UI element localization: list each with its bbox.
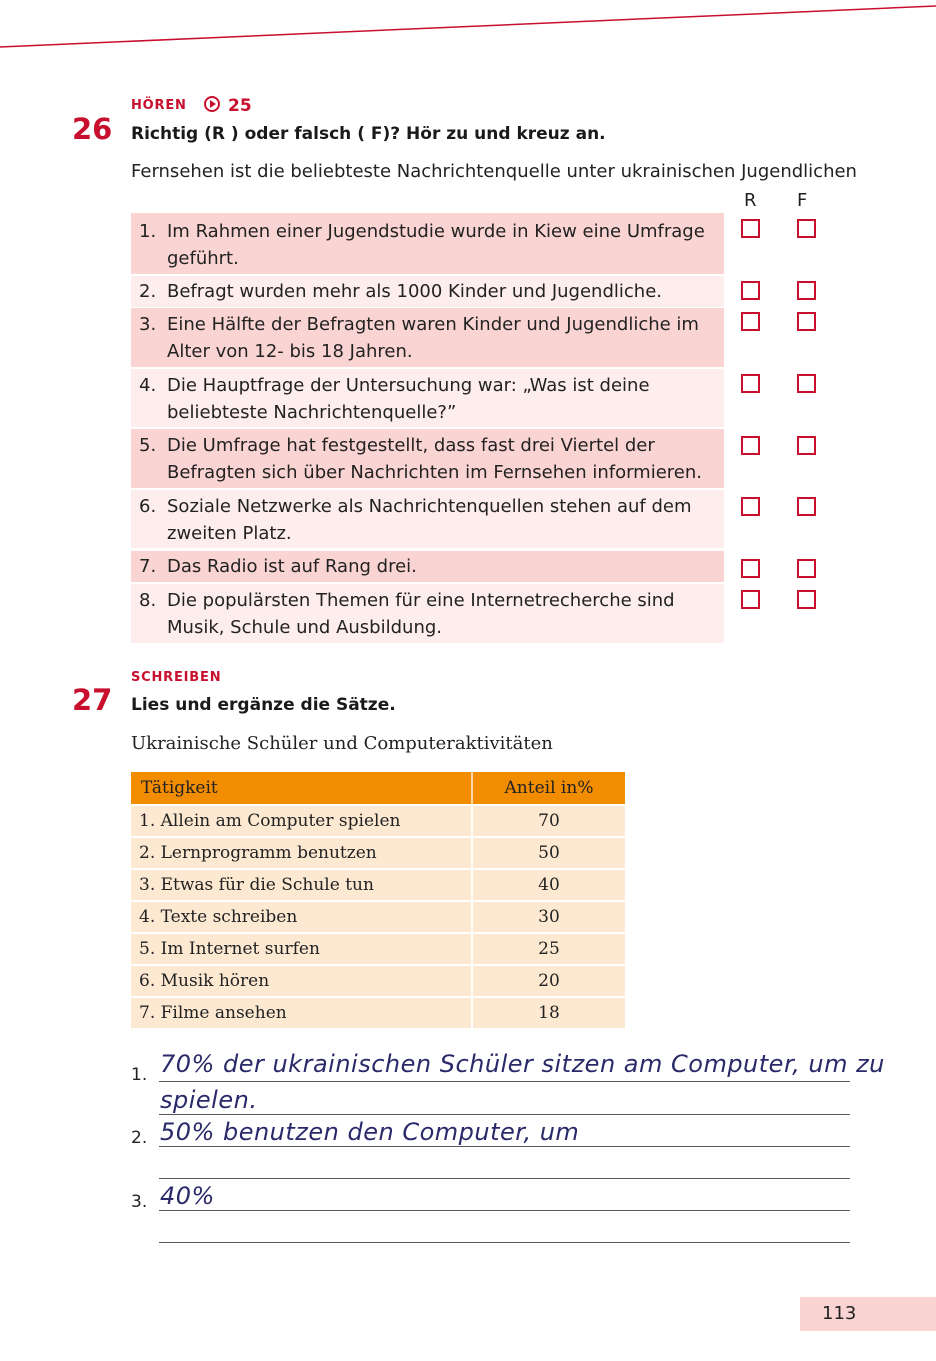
statement-row	[131, 213, 724, 274]
statement-text: Eine Hälfte der Befragten waren Kinder und Jugendliche im Alter von 12- bis 18 Jahren.	[167, 314, 699, 362]
share-cell: 70	[473, 804, 625, 836]
statement-text: Die populärsten Themen für eine Internetrecherche sind Musik, Schule und Ausbildung.	[167, 590, 675, 638]
statement-row	[131, 369, 724, 427]
handwritten-answer: 40%	[160, 1182, 215, 1210]
table-row	[131, 804, 625, 836]
statement-number: 8.	[139, 590, 157, 611]
answer-line[interactable]	[159, 1178, 850, 1179]
handwritten-answer: 50% benutzen den Computer, um	[160, 1118, 580, 1146]
exercise-26-instruction: Richtig (R ) oder falsch ( F)? Hör zu und kreuz an.	[131, 124, 606, 144]
statement-number: 5.	[139, 435, 157, 456]
checkbox-f-2[interactable]	[797, 281, 816, 300]
checkbox-r-5[interactable]	[741, 436, 760, 455]
table-header-row	[131, 772, 625, 804]
column-header-activity: Tätigkeit	[131, 772, 473, 804]
checkbox-r-7[interactable]	[741, 559, 760, 578]
statement-number: 2.	[139, 281, 157, 302]
checkbox-f-3[interactable]	[797, 312, 816, 331]
answer-line[interactable]	[159, 1114, 850, 1115]
checkbox-f-6[interactable]	[797, 497, 816, 516]
statement-text: Im Rahmen einer Jugendstudie wurde in Kiew eine Umfrage geführt.	[167, 221, 705, 269]
statement-text: Die Hauptfrage der Untersuchung war: „Was ist deine beliebteste Nachrichtenquelle?”	[167, 375, 650, 423]
activity-cell: 7. Filme ansehen	[131, 996, 473, 1028]
statement-row	[131, 308, 724, 367]
play-circle-icon[interactable]	[204, 96, 220, 112]
share-cell: 25	[473, 932, 625, 964]
checkbox-r-8[interactable]	[741, 590, 760, 609]
checkbox-f-4[interactable]	[797, 374, 816, 393]
answer-number: 1.	[131, 1065, 148, 1085]
table-row	[131, 996, 625, 1028]
checkbox-f-5[interactable]	[797, 436, 816, 455]
column-header-share: Anteil in%	[473, 772, 625, 804]
statement-number: 1.	[139, 221, 157, 242]
table-row	[131, 868, 625, 900]
answer-line[interactable]	[159, 1081, 850, 1082]
share-cell: 20	[473, 964, 625, 996]
exercise-27-lead: Ukrainische Schüler und Computeraktivitäten	[131, 733, 553, 754]
checkbox-r-6[interactable]	[741, 497, 760, 516]
statement-number: 4.	[139, 375, 157, 396]
checkbox-r-4[interactable]	[741, 374, 760, 393]
statement-row	[131, 584, 724, 643]
exercise-26-lead: Fernsehen ist die beliebteste Nachrichtenquelle unter ukrainischen Jugendlichen	[131, 161, 857, 182]
answer-number: 2.	[131, 1128, 148, 1148]
share-cell: 18	[473, 996, 625, 1028]
column-header-falsch: F	[797, 190, 808, 211]
activity-cell: 3. Etwas für die Schule tun	[131, 868, 473, 900]
statement-text: Die Umfrage hat festgestellt, dass fast drei Viertel der Befragten sich über Nachrichten im Fernsehen informieren.	[167, 435, 702, 483]
page-number: 113	[822, 1303, 857, 1324]
answer-line[interactable]	[159, 1210, 850, 1211]
statement-number: 6.	[139, 496, 157, 517]
exercise-number-26: 26	[72, 112, 113, 146]
checkbox-f-1[interactable]	[797, 219, 816, 238]
header-rule	[0, 0, 936, 60]
share-cell: 50	[473, 836, 625, 868]
activity-table	[131, 772, 625, 1028]
checkbox-r-3[interactable]	[741, 312, 760, 331]
track-number: 25	[228, 96, 252, 116]
checkbox-f-7[interactable]	[797, 559, 816, 578]
table-row	[131, 964, 625, 996]
share-cell: 40	[473, 868, 625, 900]
statement-row	[131, 429, 724, 488]
handwritten-answer: 70% der ukrainischen Schüler sitzen am Computer, um zu	[160, 1050, 885, 1078]
activity-cell: 6. Musik hören	[131, 964, 473, 996]
answer-number: 3.	[131, 1192, 148, 1212]
statement-text: Das Radio ist auf Rang drei.	[167, 556, 417, 577]
table-row	[131, 836, 625, 868]
checkbox-f-8[interactable]	[797, 590, 816, 609]
statement-row	[131, 490, 724, 548]
table-row	[131, 932, 625, 964]
checkbox-r-1[interactable]	[741, 219, 760, 238]
checkbox-r-2[interactable]	[741, 281, 760, 300]
exercise-27-instruction: Lies und ergänze die Sätze.	[131, 695, 396, 715]
audio-track[interactable]	[204, 96, 252, 116]
answer-line[interactable]	[159, 1242, 850, 1243]
statement-number: 7.	[139, 556, 157, 577]
exercise-number-27: 27	[72, 683, 113, 717]
handwritten-answer: spielen.	[160, 1086, 258, 1114]
statement-row	[131, 551, 724, 582]
activity-cell: 2. Lernprogramm benutzen	[131, 836, 473, 868]
answer-line[interactable]	[159, 1146, 850, 1147]
column-header-richtig: R	[744, 190, 757, 211]
section-label-schreiben: SCHREIBEN	[131, 670, 222, 685]
page-number-box	[800, 1297, 936, 1331]
table-row	[131, 900, 625, 932]
activity-cell: 1. Allein am Computer spielen	[131, 804, 473, 836]
share-cell: 30	[473, 900, 625, 932]
statement-text: Befragt wurden mehr als 1000 Kinder und Jugendliche.	[167, 281, 662, 302]
statement-number: 3.	[139, 314, 157, 335]
section-label-hoeren: HÖREN	[131, 98, 187, 113]
activity-cell: 4. Texte schreiben	[131, 900, 473, 932]
activity-cell: 5. Im Internet surfen	[131, 932, 473, 964]
statement-row	[131, 276, 724, 307]
statement-text: Soziale Netzwerke als Nachrichtenquellen stehen auf dem zweiten Platz.	[167, 496, 692, 544]
